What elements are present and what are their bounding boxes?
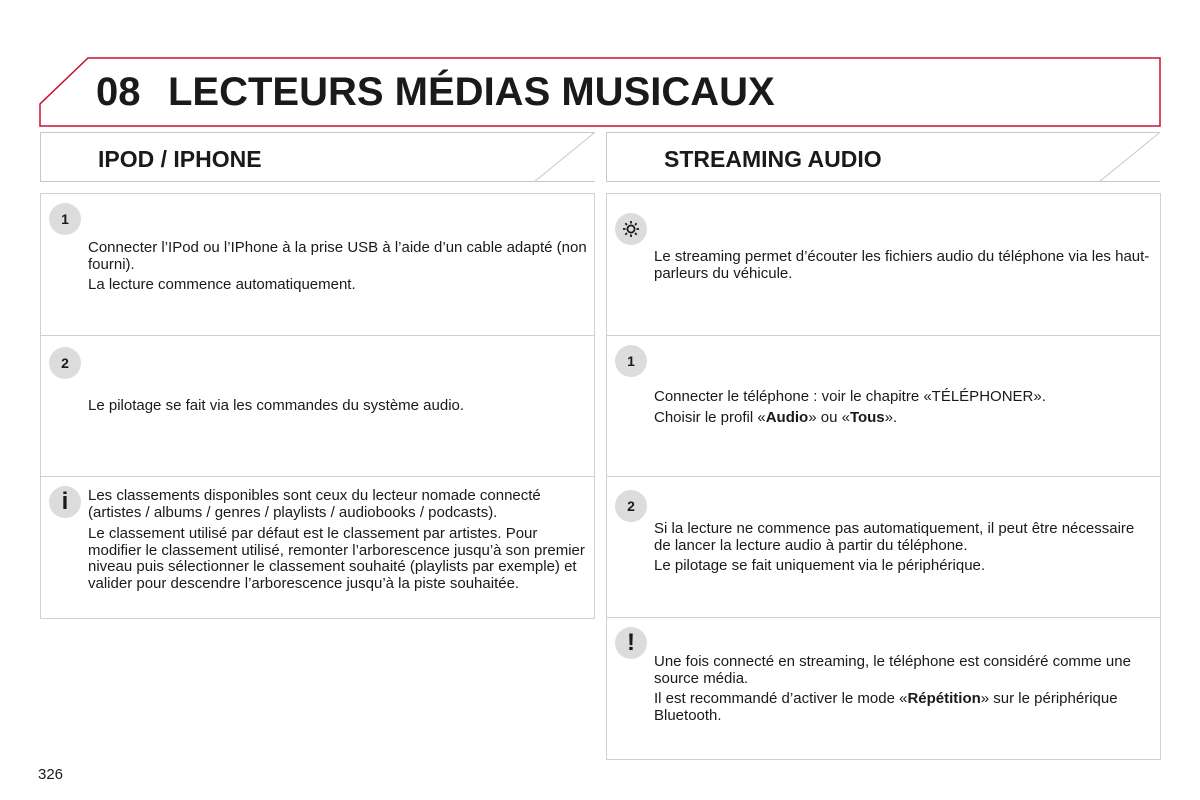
chapter-header bbox=[0, 0, 1200, 140]
section-title: STREAMING AUDIO bbox=[664, 146, 882, 172]
header-corner-decoration bbox=[1099, 132, 1161, 182]
stream-step-box-1 bbox=[606, 336, 1161, 477]
text-fragment: » sur le périphérique Bluetooth. bbox=[654, 690, 1118, 724]
step-text: La lecture commence automatiquement. bbox=[88, 276, 356, 293]
tous-profile-label: Tous bbox=[849, 409, 885, 426]
step-text: Le pilotage se fait uniquement via le périphérique. bbox=[654, 557, 986, 574]
header-corner-decoration bbox=[534, 132, 596, 182]
section-title: IPOD / IPHONE bbox=[98, 146, 262, 172]
info-text: Les classements disponibles sont ceux du lecteur nomade connecté (artistes / albums / genres / playlists / audiobooks / podcasts). bbox=[88, 487, 541, 521]
section-header-ipod bbox=[40, 132, 595, 182]
chapter-number: 08 bbox=[96, 70, 141, 114]
audio-profile-label: Audio bbox=[765, 409, 809, 426]
warning-box bbox=[606, 618, 1161, 760]
info-icon: i bbox=[49, 486, 81, 518]
chapter-title: LECTEURS MÉDIAS MUSICAUX bbox=[168, 70, 775, 114]
page-number: 326 bbox=[38, 766, 64, 783]
lightbulb-icon bbox=[615, 213, 647, 245]
step-text: Connecter l’IPod ou l’IPhone à la prise USB à l’aide d’un cable adapté (non fourni). bbox=[88, 239, 587, 273]
text-fragment: Il est recommandé d’activer le mode « bbox=[654, 690, 908, 707]
warning-icon: ! bbox=[615, 627, 647, 659]
info-text: Le classement utilisé par défaut est le classement par artistes. Pour modifier le classement utilisé, remonter l’arborescence jusqu’à son premier niveau puis sélectionner le classement souhaité (playlists par exemple) et valider pour descendre l’arborescence jusqu’à la piste souhaitée. bbox=[88, 525, 585, 592]
step-number-badge: 2 bbox=[615, 490, 647, 522]
step-text-profile bbox=[654, 410, 1154, 427]
text-fragment: ». bbox=[884, 409, 898, 426]
step-text: Si la lecture ne commence pas automatiquement, il peut être nécessaire de lancer la lecture audio à partir du téléphone. bbox=[654, 520, 1135, 554]
step-number-badge: 1 bbox=[615, 345, 647, 377]
text-fragment: » ou « bbox=[808, 409, 850, 426]
step-number-badge: 1 bbox=[49, 203, 81, 235]
text-fragment: Choisir le profil « bbox=[654, 409, 766, 426]
info-box bbox=[40, 477, 595, 619]
stream-step-box-2 bbox=[606, 477, 1161, 618]
step-box-2 bbox=[40, 336, 595, 477]
warning-text: Une fois connecté en streaming, le téléphone est considéré comme une source média. bbox=[654, 653, 1131, 687]
tip-box bbox=[606, 193, 1161, 336]
repeat-mode-label: Répétition bbox=[907, 690, 981, 707]
step-number-badge: 2 bbox=[49, 347, 81, 379]
step-text: Connecter le téléphone : voir le chapitre «TÉLÉPHONER». bbox=[654, 388, 1046, 405]
tip-text: Le streaming permet d’écouter les fichiers audio du téléphone via les haut-parleurs du véhicule. bbox=[654, 248, 1150, 282]
lightbulb-icon-glyph bbox=[621, 219, 641, 239]
section-header-streaming bbox=[606, 132, 1160, 182]
warning-text-repeat bbox=[654, 691, 1154, 724]
step-text: Le pilotage se fait via les commandes du système audio. bbox=[88, 397, 465, 414]
step-box-1 bbox=[40, 193, 595, 336]
